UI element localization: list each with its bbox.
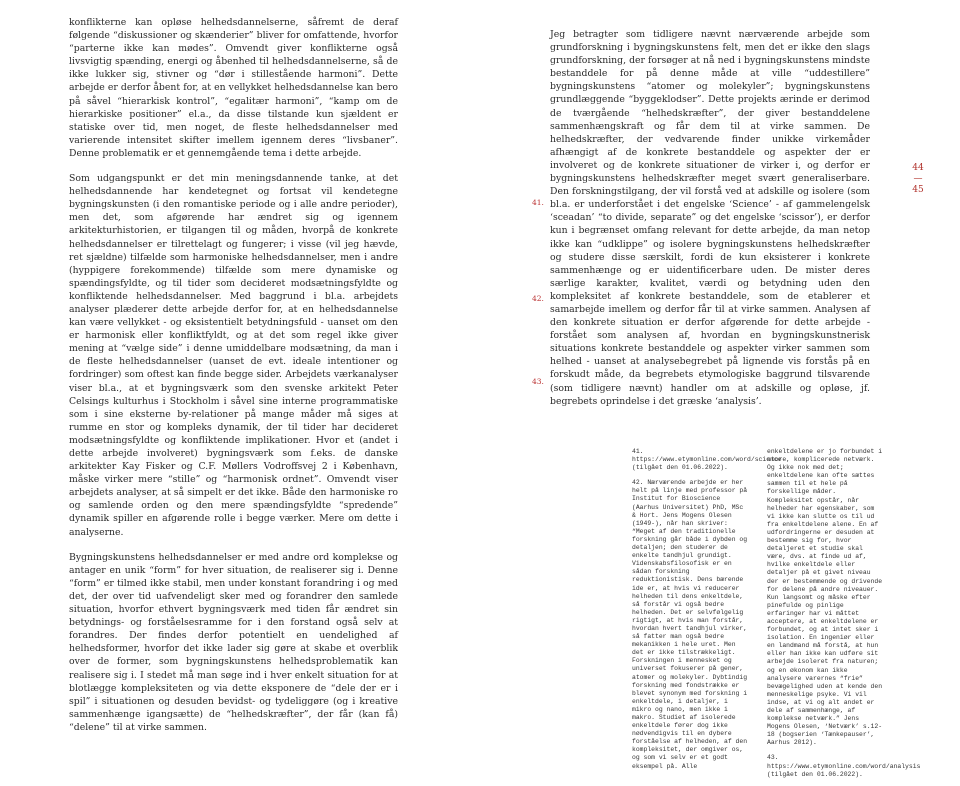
page-number-right: 45 [912, 185, 924, 195]
left-paragraph-3: Bygningskunstens helhedsdannelser er med andre ord komplekse og antager en unik “form” for hver situation, de realiserer sig i. Denne “form” er tilmed ikke stabil, men under konstant forandring i og med det, der over tid uafvendeligt sker med og forandrer den samlede situation, hvorfor ethvert bygningsværk med tiden får ændret sin betydnings- og forståelsesramme for i den forstand også selv at forandres. Der findes derfor potentielt en uendelighed af helhedsformer, hvorfor det ikke lader sig gøre at skabe et overblik over de former, som bygningskunstens helhedsproblematik kan realisere sig i. I stedet må man søge ind i hver enkelt situation for at blotlægge kompleksiteten og via dette eksponere de “dele der er i spil” i situationen og desuden bevidst- og tydeliggøre (og i kreative sammenhænge igangsætte) de “helhedskræfter”, der får (kan få) “delene” til at virke sammen. [69, 551, 398, 733]
footnote-41: 41. https://www.etymonline.com/word/science (tilgået den 01.06.2022). [632, 448, 782, 472]
left-paragraph-1: konflikterne kan opløse helhedsdannelserne, såfremt de deraf følgende “diskussioner og skænderier” bliver for omfattende, hvorfor “parterne ikke kan mødes”. Omvendt giver konflikterne også livsvigtig spænding, energi og åbenhed til helhedsdannelserne, så de ikke lukker sig, stivner og “dør i stillestående harmoni”. Dette arbejde er derfor åbent for, at en vellykket helhedsdannelse kan bero på såvel “hierarkisk kontrol”, “egalitær harmoni”, “kamp om de hierarkiske positioner” el.a., da disse tilstande kun sjældent er statiske over tid, men noget, de fleste helhedsdannelser med varierende intensitet skifter imellem igennem deres “livsbaner”. Denne problematik er et gennemgående tema i dette arbejde. [69, 17, 398, 159]
page-number-dash: — [913, 174, 923, 184]
footnote-42-part-1: 42. Nærværende arbejde er her helt på linje med professor på Institut for Bioscience (Aarhus Universitet) PhD, MSc & Hort. Jens Mogens Olesen (1949-), når han skriver: “Meget af den traditionelle forskning går både i dybden og detaljen; den studerer de enkelte tandhjul grundigt. Videnskabsfilosofisk er en sådan forskning reduktionistisk. Dens bærende ide er, at hvis vi reducerer helheden til dens enkeltdele, så forstår vi også bedre helheden. Det er selvfølgelig rigtigt, at hvis man forstår, hvordan hvert tandhjul virker, så fatter man også bedre mekanikken i hele uret. Men det er ikke tilstrækkeligt. Forskningen i mennesket og universet fokuserer på gener, atomer og molekyler. Dybtindig forskning med fondstrække er blevet synonym med forskning i enkeltdele, i detaljer, i mikro og nano, men ikke i makro. Studiet af isolerede enkeltdele fører dog ikke nødvendigvis til en dybere forståelse af helheden, af den kompleksitet, der omgiver os, og som vi selv er et godt eksempel på. Alle [632, 479, 748, 770]
footnotes-column-1 [632, 448, 782, 778]
right-page-body [532, 28, 870, 420]
left-page-body [69, 16, 398, 746]
footnote-43: 43. https://www.etymonline.com/word/analysis (tilgået den 01.06.2022). [767, 754, 921, 778]
footnote-marker-42: 42. [532, 294, 544, 303]
footnote-marker-43: 43. [532, 377, 544, 386]
footnotes-column-2 [767, 448, 921, 786]
footnote-42-part-2: enkeltdelene er jo forbundet i store, komplicerede netværk. Og ikke nok med det; enkeltdelene kan ofte sættes sammen til et hele på forskellige måder. Kompleksitet opstår, når helheder har egenskaber, som vi ikke kan slutte os til ud fra enkeltdelene alene. En af udfordringerne er desuden at bestemme sig for, hvor detaljeret et studie skal være, dvs. at finde ud af, hvilke enkeltdele eller detaljer på et givet niveau der er bestemmende og drivende for delene på andre niveauer. Kun langsomt og måske efter pinefulde og pinlige erfaringer har vi måttet acceptere, at enkeltdelene er forbundet, og at intet sker i isolation. En ingeniør eller en landmand må forstå, at hun eller han ikke kan udføre sit arbejde isoleret fra naturen; og en økonom kan ikke analysere varernes “frie” bevægelighed uden at kende den menneskelige psyke. Vi vil indse, at vi og alt andet er dele af sammenhænge, af komplekse netværk.” Jens Mogens Olesen, ‘Netværk’ s.12-18 (bogserien ‘Tænkepauser’, Aarhus 2012). [767, 448, 883, 747]
page-numbers [911, 163, 925, 196]
footnote-marker-41: 41. [532, 198, 544, 207]
left-paragraph-2: Som udgangspunkt er det min meningsdannende tanke, at det helhedsdannende har kendetegnet og fortsat vil kendetegne bygningskunsten (i den romantiske periode og i alle andre perioder), men det, som afgørende har ændret sig og igennem arkitekturhistorien, er tilgangen til og måden, hvorpå de konkrete helhedsdannelser er tilrettelagt og fungerer; i visse (vil jeg hævde, ret sjældne) tilfælde som harmoniske helhedsdannelser, men i andre (hyppigere forekommende) tilfælde som mere dynamiske og spændingsfyldte, og til tider som decideret modsætningsfyldte og konfliktende helhedsdannelser. Med baggrund i bl.a. arbejdets analyser plæderer dette arbejde derfor for, at en helhedsdannelse kan være vellykket - og eksistentielt betydningsfuld - uanset om den er harmonisk eller konfliktfyldt, og at det som regel ikke giver mening at “vælge side” i denne umiddelbare modsætning, da man i de fleste helhedsdannelser (uanset de evt. ideale intentioner og fordringer) som oftest kan finde begge sider. Arbejdets værkanalyser viser bl.a., at et bygningsværk som den svenske arkitekt Peter Celsings kulturhus i Stockholm i såvel sine interne programmatiske som i sine eksterne by-relationer på mange måder må siges at rumme en stor og kompleks dynamik, der til tider har decideret modsætningsfyldte og konfliktende implikationer. Hvor et (andet i dette arbejde involveret) bygningsværk som f.eks. de danske arkitekter Kay Fisker og C.F. Møllers Vodroffsvej 2 i København, måske virker mere “stille” og “harmonisk ordnet”. Omvendt viser arbejdets analyser, at så simpelt er det ikke. Både den harmoniske ro og samlende orden og den mere spændingsfyldte “spredende” dynamik spiller en afgørende rolle i begge værker. Mere om dette i analyserne. [69, 173, 398, 538]
right-paragraph-1: Jeg betragter som tidligere nævnt nærværende arbejde som grundforskning i bygningskunstens felt, men det er ikke den slags grundforskning, der forsøger at nå ned i bygningskunstens mindste bestanddele for på denne måde at ville “uddestillere” bygningskunstens “atomer og molekyler”; bygningskunstens grundlæggende “byggeklodser”. Dette projekts ærinde er derimod de tværgående “helhedskræfter”, der giver bestanddelene sammenhængskraft og får dem til at virke sammen. De helhedskræfter, der vedvarende finder unikke virkemåder afhængigt af de konkrete bestanddele og aspekter der er involveret og de konkrete situationer de virker i, og derfor er bygningskunstens helhedskræfter meget svært generaliserbare. Den forskningstilgang, der vil forstå ved at adskille og isolere (som bl.a. er underforstået i det engelske ‘Science’ - af gammelengelsk ‘sceadan’ “to divide, separate” og det engelske ‘scissor’), er derfor kun i begrænset omfang relevant for dette arbejde, da man netop ikke kan “udklippe” og isolere bygningskunstens helhedskræfter og studere disse særskilt, fordi de kun eksisterer i konkrete sammenhænge og er uidentificerbare uden. De mister deres særlige karakter, kvalitet, værdi og betydning uden den kompleksitet af konkrete bestanddele, som de etablerer et samarbejde imellem og derfor får til at virke sammen. Analysen af den konkrete situation er derfor afgørende for dette arbejde - forstået som analysen af, hvordan en bygningskunstnerisk situations konkrete bestanddele og aspekter virker sammen som helhed - uanset at analysebegrebet på lignende vis forstås på en forskudt måde, da begrebets etymologiske baggrund tilsvarende (som tidligere nævnt) handler om at adskille og opløse, jf. begrebets oprindelse i det græske ‘analysis’. [550, 29, 870, 407]
page-number-left: 44 [912, 163, 924, 173]
